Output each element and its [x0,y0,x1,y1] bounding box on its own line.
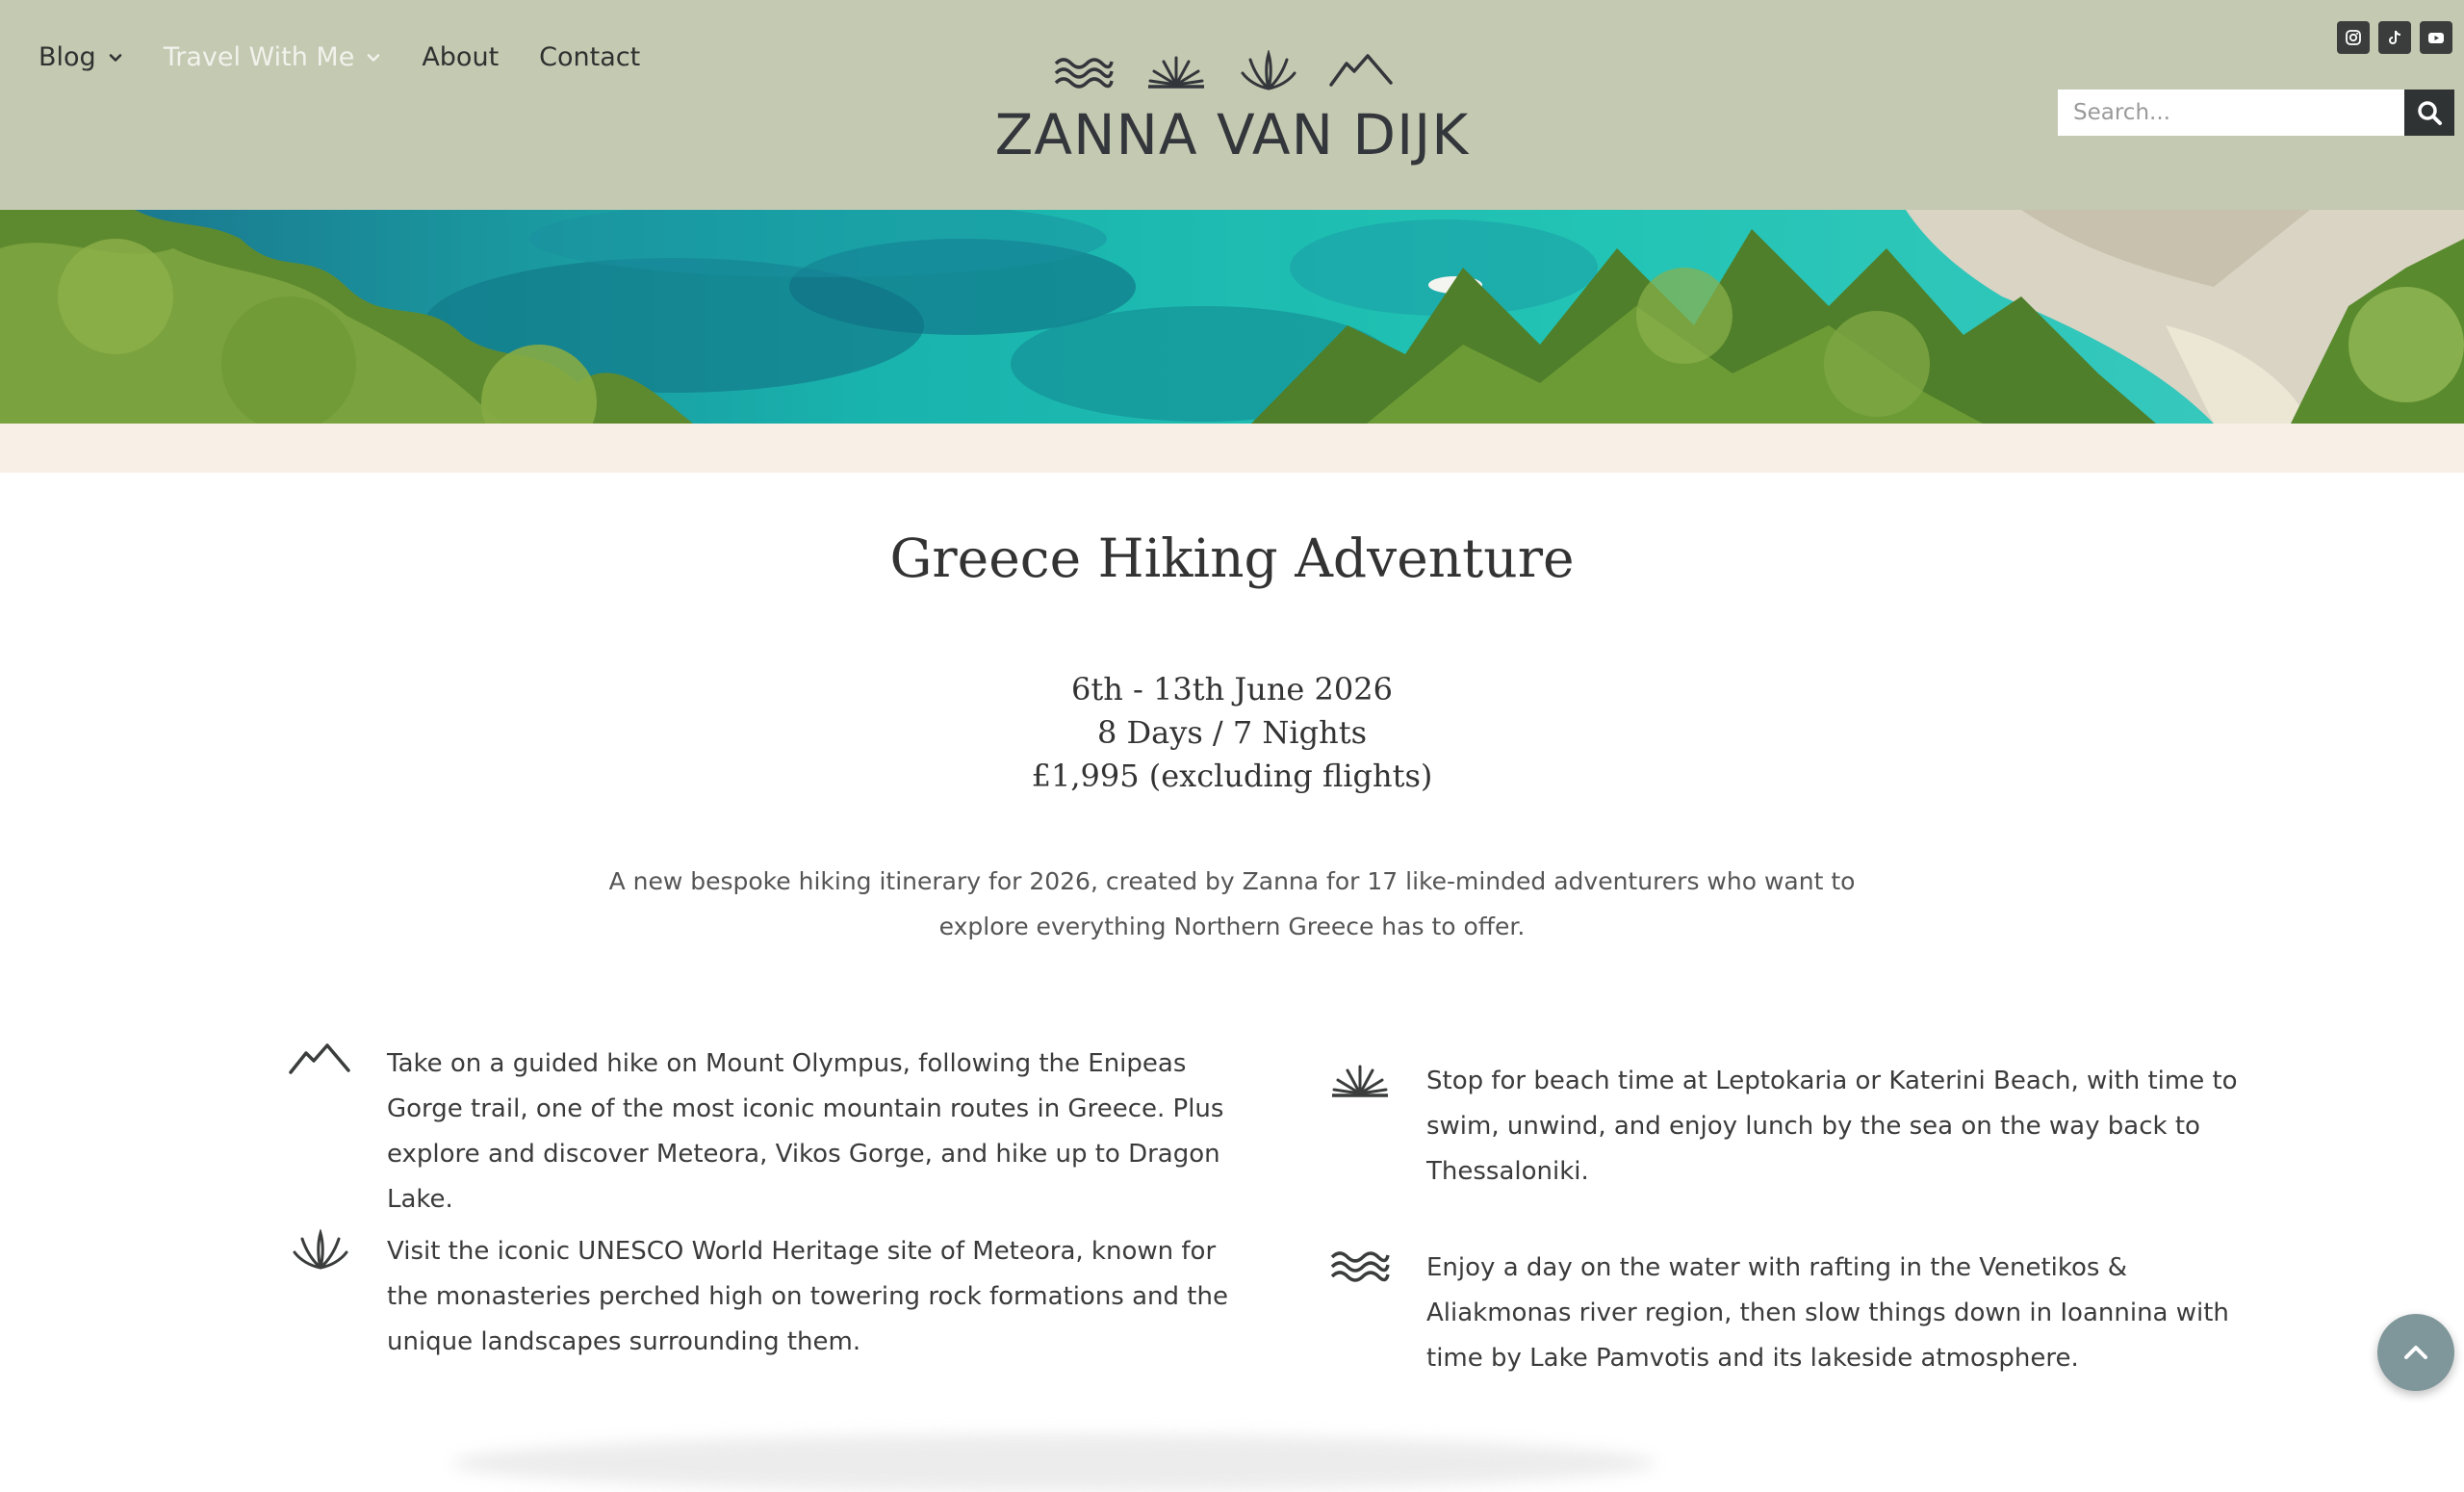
nav-item-blog[interactable] [38,42,123,72]
chevron-up-icon [2400,1336,2432,1369]
chevron-down-icon [366,50,381,65]
feature-text: Visit the iconic UNESCO World Heritage site of Meteora, known for the monasteries perched high on towering rock formations and the unique landscapes surrounding them. [387,1237,1228,1356]
accent-band [0,424,2464,473]
nav-item-label: About [422,42,500,72]
feature-item [289,1229,1242,1365]
search-icon [2416,99,2443,126]
trip-duration: 8 Days / 7 Nights [1096,714,1368,751]
scroll-to-top-button[interactable] [2377,1314,2454,1391]
youtube-icon [2427,29,2445,46]
hero-image [0,210,2464,424]
trip-details [0,668,2464,798]
feature-text: Enjoy a day on the water with rafting in the Venetikos & Aliakmonas river region, then slow things down in Ioannina with time by Lake Pamvotis and its lakeside atmosphere. [1426,1253,2229,1373]
trip-price: £1,995 (excluding flights) [1031,758,1433,794]
instagram-icon [2345,29,2362,46]
plant-icon [1237,50,1300,92]
mountain-icon [289,1042,352,1084]
instagram-link[interactable] [2337,21,2370,54]
feature-text: Take on a guided hike on Mount Olympus, following the Enipeas Gorge trail, one of the most iconic mountain routes in Greece. Plus explore and discover Meteora, Vikos Gorge, and hike up to Dragon Lake. [387,1049,1224,1214]
trip-dates: 6th - 13th June 2026 [1071,671,1393,707]
youtube-link[interactable] [2420,21,2452,54]
plant-icon [289,1229,352,1272]
social-links [2337,21,2452,54]
page-title: Greece Hiking Adventure [889,527,1575,589]
feature-item [289,1042,1242,1222]
site-header [0,0,2464,210]
feature-item [1328,1059,2252,1195]
sun-icon [1328,1059,1392,1101]
mountain-icon [1329,50,1393,92]
tiktok-link[interactable] [2378,21,2411,54]
search-form [2058,90,2454,136]
tiktok-icon [2386,29,2403,46]
sun-icon [1144,50,1208,92]
nav-item-label: Contact [539,42,641,72]
nav-item-about[interactable] [422,42,499,72]
main-nav [38,42,680,72]
chevron-down-icon [108,50,123,65]
feature-text: Stop for beach time at Leptokaria or Katerini Beach, with time to swim, unwind, and enjoy lunch by the sea on the way back to Thessaloniki. [1426,1067,2238,1186]
nav-item-label: Blog [38,42,96,72]
nav-item-label: Travel With Me [163,42,355,72]
waves-icon [1328,1246,1392,1288]
search-button[interactable] [2404,90,2454,136]
waves-icon [1052,50,1116,92]
trip-intro: A new bespoke hiking itinerary for 2026, created by Zanna for 17 like-minded adventurers who want to explore everything Northern Greece has to offer. [608,867,1856,940]
site-logo[interactable] [991,50,1473,167]
logo-text: ZANNA VAN DIJK [994,102,1470,167]
coastal-landscape-image [0,210,2464,424]
section-divider-shadow [452,1434,1656,1492]
nav-item-contact[interactable] [539,42,640,72]
search-input[interactable] [2058,90,2404,136]
logo-icons [972,50,1473,92]
nav-item-travel-with-me[interactable] [164,42,382,72]
feature-item [1328,1246,2252,1381]
